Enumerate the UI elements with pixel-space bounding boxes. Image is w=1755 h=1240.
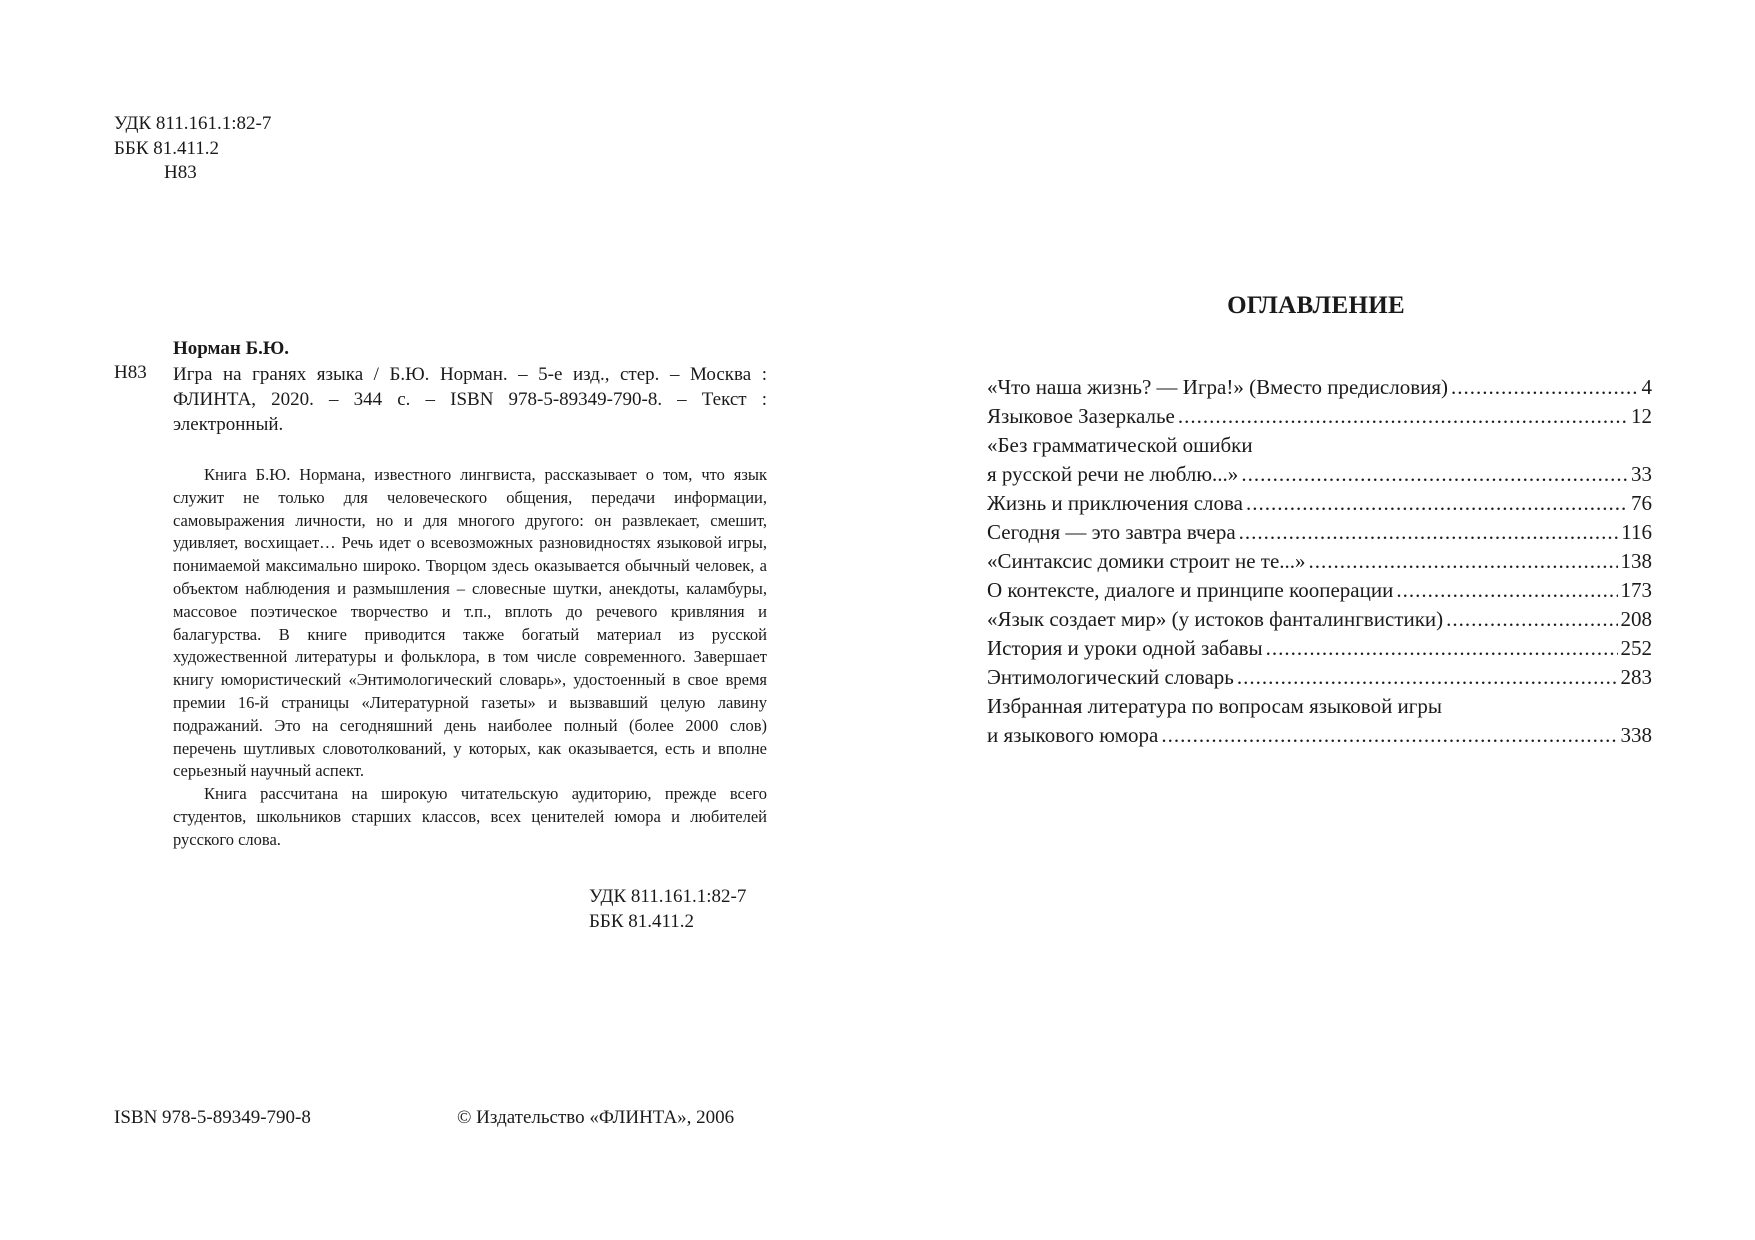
- toc-entry-title: Языковое Зазеркалье: [987, 404, 1175, 428]
- toc-entry-title: Энтимологический словарь: [987, 665, 1234, 689]
- toc-leader: [1178, 402, 1628, 431]
- toc-entry-page: 116: [1621, 520, 1652, 544]
- toc-leader: [1396, 576, 1617, 605]
- left-page: [0, 0, 877, 1240]
- classification-bottom: [589, 884, 746, 934]
- toc-entry-page: 76: [1631, 491, 1652, 515]
- copyright: © Издательство «ФЛИНТА», 2006: [457, 1107, 735, 1128]
- toc-entry-page: 338: [1620, 723, 1652, 747]
- table-of-contents: [987, 373, 1652, 750]
- toc-entry: [987, 373, 1652, 402]
- bibliographic-record: Игра на гранях языка / Б.Ю. Норман. – 5-е изд., стер. – Москва : ФЛИНТА, 2020. – 344 с. – ISBN 978-5-89349-790-8. – Текст : электронный.: [173, 364, 767, 435]
- toc-entry-title-line: Избранная литература по вопросам языковой игры: [987, 694, 1443, 718]
- toc-entry: [987, 663, 1652, 692]
- toc-entry-title: и языкового юмора: [987, 723, 1159, 747]
- toc-entry-title: «Синтаксис домики строит не те...»: [987, 549, 1306, 573]
- toc-title: ОГЛАВЛЕНИЕ: [1227, 292, 1405, 319]
- udk-code-bottom: УДК 811.161.1:82-7: [589, 886, 747, 907]
- toc-entry: [987, 721, 1652, 750]
- toc-entry-page: 138: [1620, 549, 1652, 573]
- annotation-paragraph: Книга рассчитана на широкую читательскую аудиторию, прежде всего студентов, школьников старших классов, всех ценителей юмора и любителей русского слова.: [173, 784, 767, 849]
- annotation-paragraph: Книга Б.Ю. Нормана, известного лингвиста, рассказывает о том, что язык служит не только для человеческого общения, передачи информации, самовыражения личности, но и для многого другого: он развлекает, смешит, удивляет, восхищает… Речь идет о всевозможных разновидностях языковой игры, понимаемой максимально широко. Творцом здесь оказывается обычный человек, а объектом наблюдения и размышления – словесные шутки, анекдоты, каламбуры, массовое поэтическое творчество и т.п., вплоть до речевого кривляния и балагурства. В книге приводится также богатый материал из русской художественной литературы и фольклора, в том числе современного. Завершает книгу юмористический «Энтимологический словарь», удостоенный в свое время премии 16-й страницы «Литературной газеты» и вызвавший целую лавину подражаний. Это на сегодняшний день наиболее полный (более 2000 слов) перечень шутливых словотолкований, у которых, как оказывается, есть и вполне серьезный научный аспект.: [173, 465, 767, 781]
- toc-entry-page: 4: [1641, 375, 1652, 399]
- toc-entry-title: Жизнь и приключения слова: [987, 491, 1243, 515]
- toc-entry: [987, 402, 1652, 431]
- toc-entry-title: «Язык создает мир» (у истоков фанталингвистики): [987, 607, 1444, 631]
- classification-block: [114, 112, 271, 186]
- toc-leader: [1161, 721, 1617, 750]
- author-mark: Н83: [164, 162, 197, 183]
- toc-entry-title: «Что наша жизнь? — Игра!» (Вместо предисловия): [987, 375, 1449, 399]
- toc-entry-title: я русской речи не люблю...»: [987, 462, 1239, 486]
- toc-entry-page: 33: [1631, 462, 1652, 486]
- toc-entry-title: О контексте, диалоге и принципе кооперации: [987, 578, 1394, 602]
- toc-entry: [987, 547, 1652, 576]
- toc-entry-title-line: «Без грамматической ошибки: [987, 433, 1253, 457]
- toc-leader: [1309, 547, 1618, 576]
- toc-entry-page: 12: [1631, 404, 1652, 428]
- author-code: Н83: [114, 362, 147, 383]
- toc-entry-page: 283: [1620, 665, 1652, 689]
- right-page: [877, 0, 1755, 1240]
- toc-leader: [1241, 460, 1628, 489]
- toc-leader: [1246, 489, 1628, 518]
- annotation: [173, 464, 767, 852]
- toc-leader: [1451, 373, 1638, 402]
- toc-entry-title: Сегодня — это завтра вчера: [987, 520, 1236, 544]
- toc-entry: [987, 518, 1652, 547]
- toc-entry: [987, 576, 1652, 605]
- toc-entry: [987, 460, 1652, 489]
- author-name: Норман Б.Ю.: [173, 338, 290, 359]
- toc-leader: [1239, 518, 1619, 547]
- toc-entry-page: 208: [1620, 607, 1652, 631]
- isbn: ISBN 978-5-89349-790-8: [114, 1107, 311, 1128]
- toc-entry-page: 173: [1620, 578, 1652, 602]
- toc-leader: [1266, 634, 1618, 663]
- toc-entry: [987, 634, 1652, 663]
- toc-entry-page: 252: [1620, 636, 1652, 660]
- toc-leader: [1446, 605, 1617, 634]
- toc-entry-title: История и уроки одной забавы: [987, 636, 1263, 660]
- bbk-code: ББК 81.411.2: [114, 137, 220, 159]
- bbk-code-bottom: ББК 81.411.2: [589, 911, 695, 932]
- toc-leader: [1237, 663, 1618, 692]
- udk-code: УДК 811.161.1:82-7: [114, 113, 272, 134]
- toc-entry: [987, 489, 1652, 518]
- toc-entry: [987, 605, 1652, 634]
